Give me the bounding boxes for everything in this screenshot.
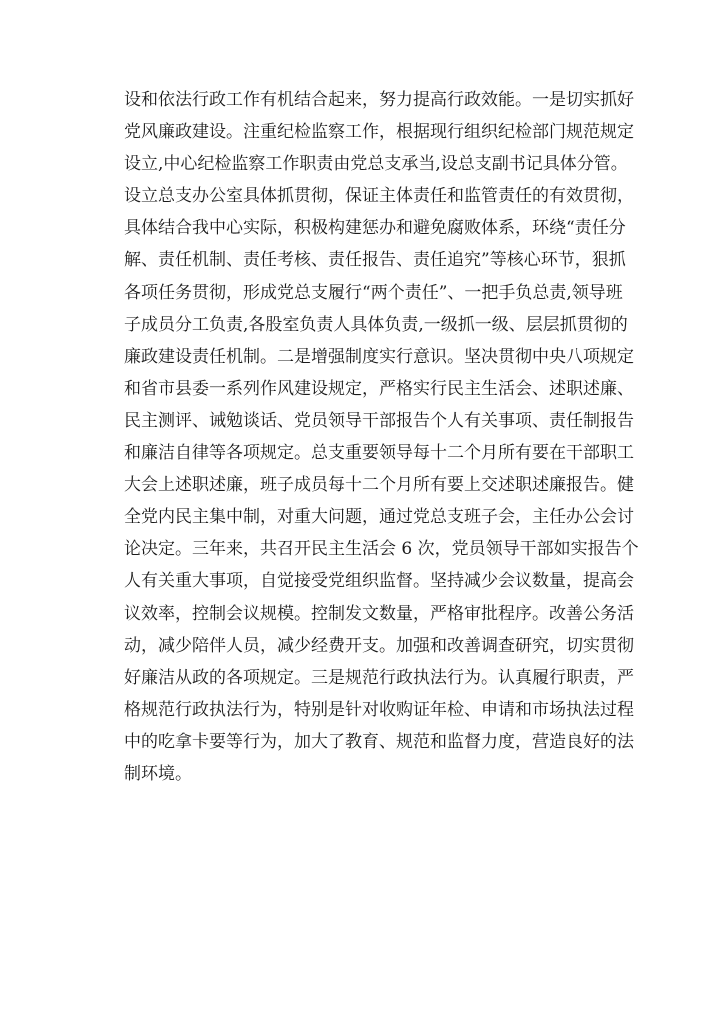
text-line: 各项任务贯彻，形成党总支履行“两个责任”、一把手负总责,领导班 [124,282,623,303]
text-line: 议效率，控制会议规模。控制发文数量，严格审批程序。改善公务活 [124,603,634,624]
text-line: 党风廉政建设。注重纪检监察工作，根据现行组织纪检部门规范规定 [124,122,634,143]
text-line: 解、责任机制、责任考核、责任报告、责任追究”等核心环节，狠抓 [124,250,626,271]
text-line: 论决定。三年来，共召开民主生活会 6 次，党员领导干部如实报告个 [124,539,639,560]
text-line: 好廉洁从政的各项规定。三是规范行政执法行为。认真履行职责，严 [124,667,634,688]
body-paragraph [124,84,639,790]
text-line: 人有关重大事项，自觉接受党组织监督。坚持减少会议数量，提高会 [124,571,634,592]
text-line: 制环境。 [124,763,192,784]
text-line: 动，减少陪伴人员，减少经费开支。加强和改善调查研究，切实贯彻 [124,635,634,656]
text-line: 大会上述职述廉，班子成员每十二个月所有要上交述职述廉报告。健 [124,475,634,496]
text-line: 设立,中心纪检监察工作职责由党总支承当,设总支副书记具体分管。 [124,154,628,175]
text-line: 具体结合我中心实际，积极构建惩办和避免腐败体系，环绕“责任分 [124,218,626,239]
text-line: 设和依法行政工作有机结合起来，努力提高行政效能。一是切实抓好 [124,90,634,110]
text-line: 廉政建设责任机制。二是增强制度实行意识。坚决贯彻中央八项规定 [124,346,634,367]
text-line: 和廉洁自律等各项规定。总支重要领导每十二个月所有要在干部职工 [124,443,634,464]
text-line: 全党内民主集中制，对重大问题，通过党总支班子会，主任办公会讨 [124,507,634,528]
text-line: 格规范行政执法行为，特别是针对收购证年检、申请和市场执法过程 [124,699,634,720]
text-line: 民主测评、诫勉谈话、党员领导干部报告个人有关事项、责任制报告 [124,410,634,431]
text-line: 中的吃拿卡要等行为，加大了教育、规范和监督力度，营造良好的法 [124,731,634,752]
text-line: 和省市县委一系列作风建设规定，严格实行民主生活会、述职述廉、 [124,378,634,399]
text-line: 子成员分工负责,各股室负责人具体负责,一级抓一级、层层抓贯彻的 [124,314,628,335]
text-line: 设立总支办公室具体抓贯彻，保证主体责任和监管责任的有效贯彻， [124,186,634,207]
